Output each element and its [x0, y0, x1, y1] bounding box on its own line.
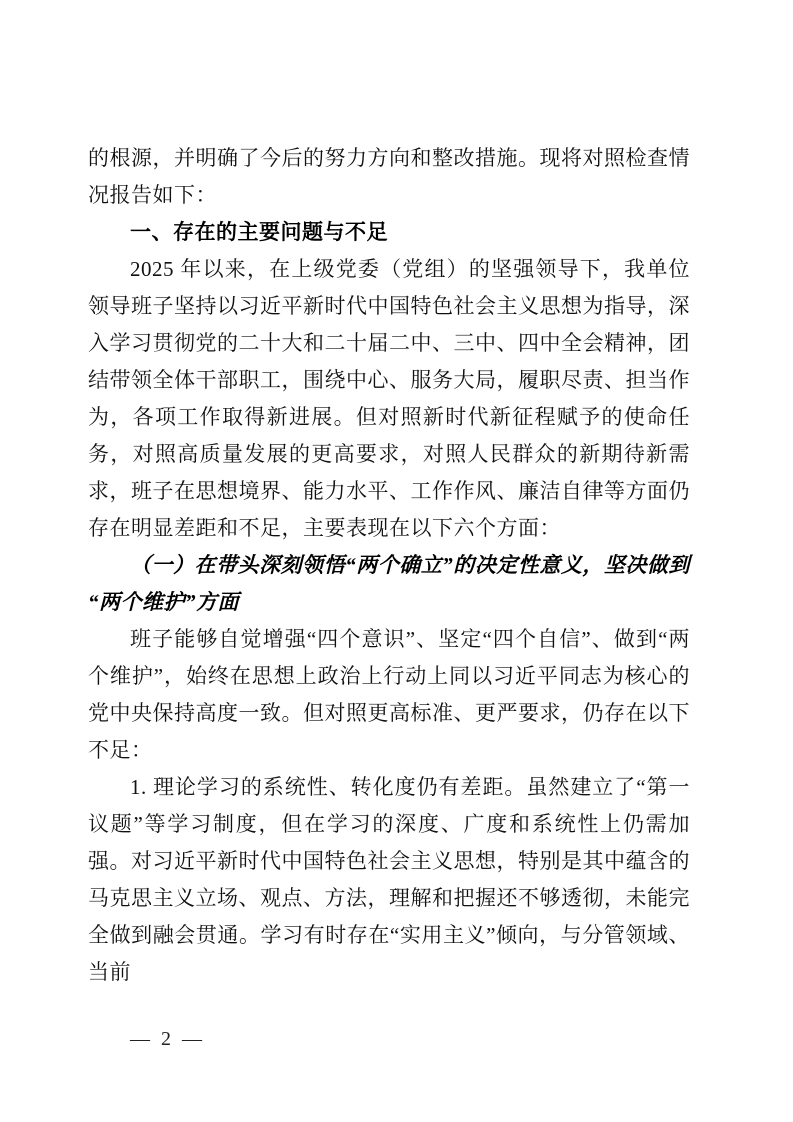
- section-heading-main-problems: 一、存在的主要问题与不足: [130, 221, 388, 244]
- paragraph-overview: 2025 年以来，在上级党委（党组）的坚强领导下，我单位领导班子坚持以习近平新时代中国特色社会主义思想为指导，深入学习贯彻党的二十大和二十届二中、三中、四中全会精神，团结带领全体干部职工，围绕中心、服务大局，履职尽责、担当作为，各项工作取得新进展。但对照新时代新征程赋予的使命任务，对照高质量发展的更高要求，对照人民群众的新期待新需求，班子在思想境界、能力水平、工作作风、廉洁自律等方面仍存在明显差距和不足，主要表现在以下六个方面：: [88, 257, 690, 540]
- paragraph-intro-continued: 的根源，并明确了今后的努力方向和整改措施。现将对照检查情况报告如下：: [88, 146, 690, 207]
- page-number: — 2 —: [130, 1028, 205, 1050]
- paragraph-subsection-intro: 班子能够自觉增强“四个意识”、坚定“四个自信”、做到“两个维护”，始终在思想上政治上行动上同以习近平同志为核心的党中央保持高度一致。但对照更高标准、更严要求，仍存在以下不足：: [88, 627, 690, 762]
- paragraph-point-1-theory-study: 1. 理论学习的系统性、转化度仍有差距。虽然建立了“第一议题”等学习制度，但在学习的深度、广度和系统性上仍需加强。对习近平新时代中国特色社会主义思想，特别是其中蕴含的马克思主义立场、观点、方法，理解和把握还不够透彻，未能完全做到融会贯通。学习有时存在“实用主义”倾向，与分管领域、当前: [88, 775, 690, 984]
- document-body: [88, 140, 690, 991]
- subsection-heading-two-establishes: （一）在带头深刻领悟“两个确立”的决定性意义，坚决做到“两个维护”方面: [88, 553, 690, 614]
